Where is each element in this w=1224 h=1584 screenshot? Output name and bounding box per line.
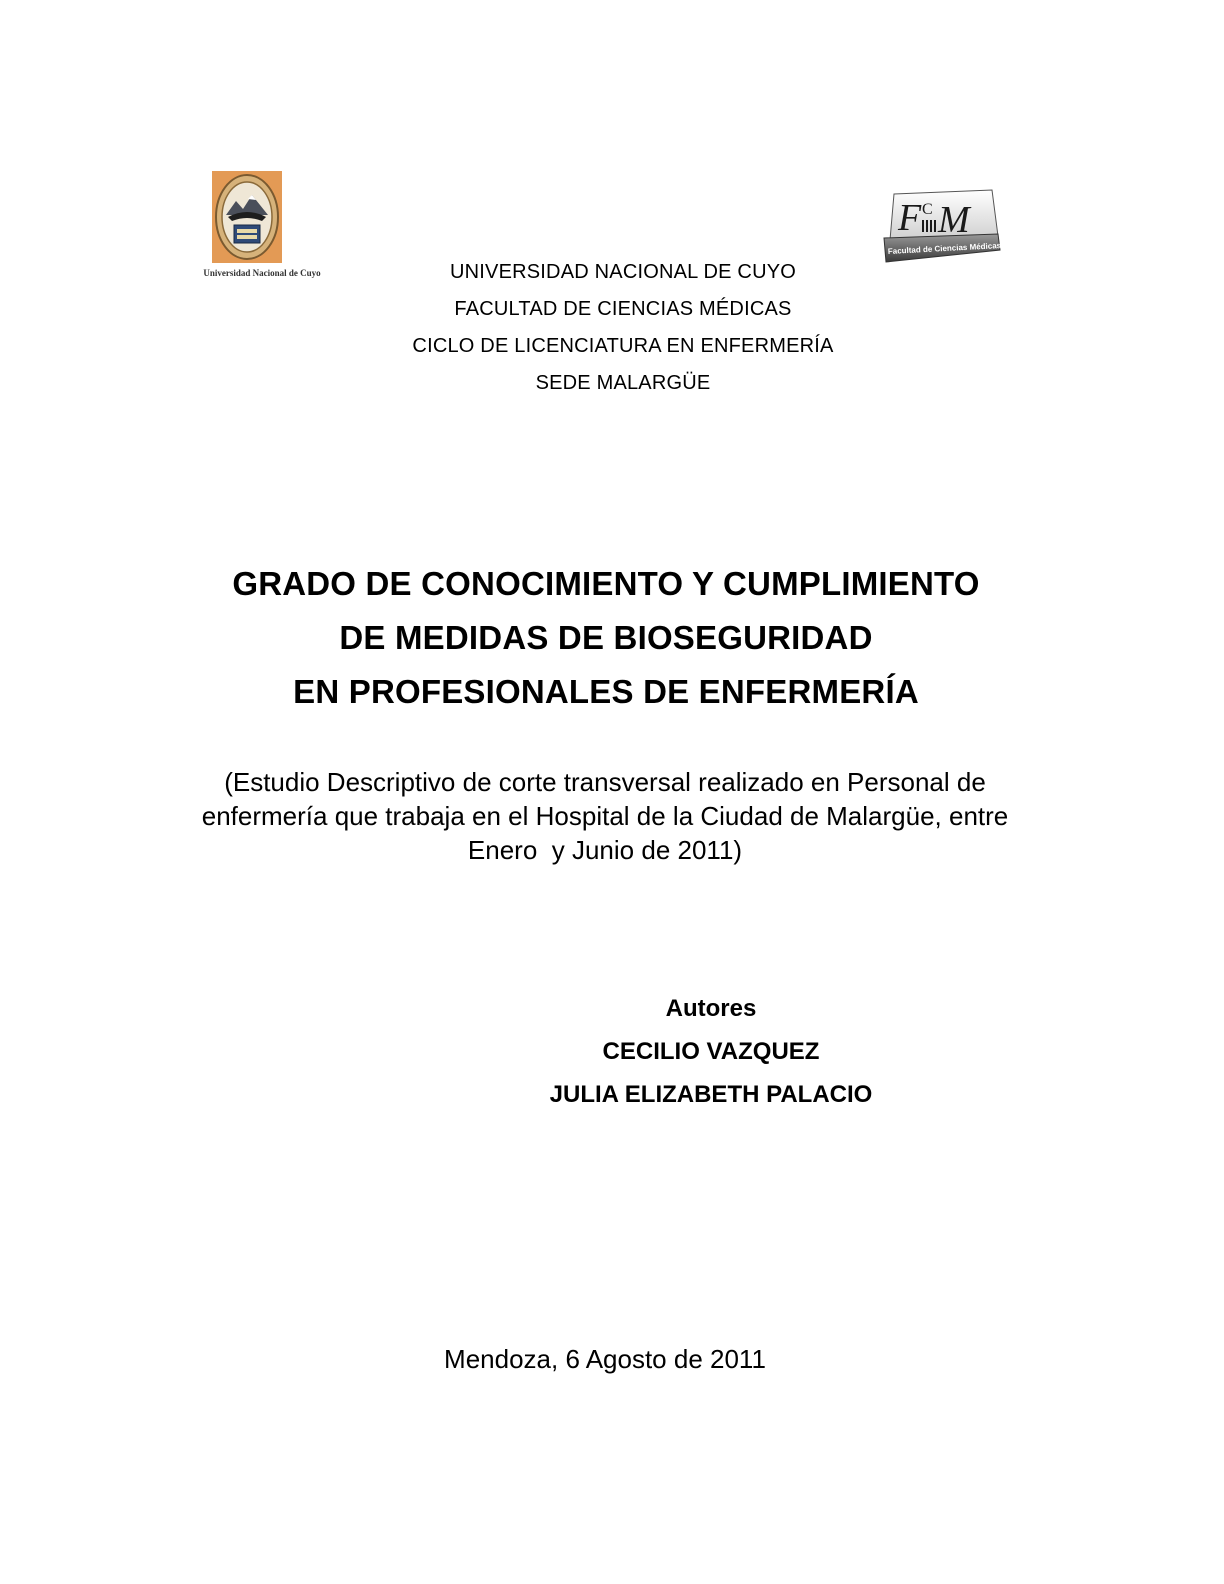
- institution-campus: SEDE MALARGÜE: [535, 372, 711, 394]
- author-name: JULIA ELIZABETH PALACIO: [549, 1081, 873, 1108]
- document-title-line-2: DE MEDIDAS DE BIOSEGURIDAD: [339, 619, 873, 656]
- author-name: CECILIO VAZQUEZ: [602, 1038, 820, 1065]
- document-title-line-3: EN PROFESIONALES DE ENFERMERÍA: [293, 673, 919, 710]
- svg-text:C: C: [922, 201, 933, 218]
- institution-faculty: FACULTAD DE CIENCIAS MÉDICAS: [454, 298, 792, 320]
- document-title-line-1: GRADO DE CONOCIMIENTO Y CUMPLIMIENTO: [232, 565, 980, 602]
- institution-university: UNIVERSIDAD NACIONAL DE CUYO: [449, 261, 797, 283]
- fcm-book-icon: [880, 188, 1002, 268]
- institution-program: CICLO DE LICENCIATURA EN ENFERMERÍA: [412, 335, 834, 357]
- svg-text:F: F: [898, 197, 922, 239]
- svg-text:Facultad de Ciencias Médicas: Facultad de Ciencias Médicas: [887, 241, 1002, 256]
- university-logo-caption: Universidad Nacional de Cuyo: [203, 268, 321, 278]
- university-seal-icon: [212, 171, 282, 263]
- place-date: Mendoza, 6 Agosto de 2011: [444, 1344, 766, 1374]
- svg-text:M: M: [938, 199, 970, 241]
- subtitle-line-3: Enero y Junio de 2011): [467, 835, 743, 865]
- subtitle-line-2: enfermería que trabaja en el Hospital de la Ciudad de Malargüe, entre: [201, 801, 1009, 831]
- subtitle-line-1: (Estudio Descriptivo de corte transversal realizado en Personal de: [224, 767, 986, 797]
- university-seal-logo: [212, 171, 282, 263]
- fcm-logo: [880, 188, 1002, 268]
- authors-label: Autores: [665, 995, 757, 1022]
